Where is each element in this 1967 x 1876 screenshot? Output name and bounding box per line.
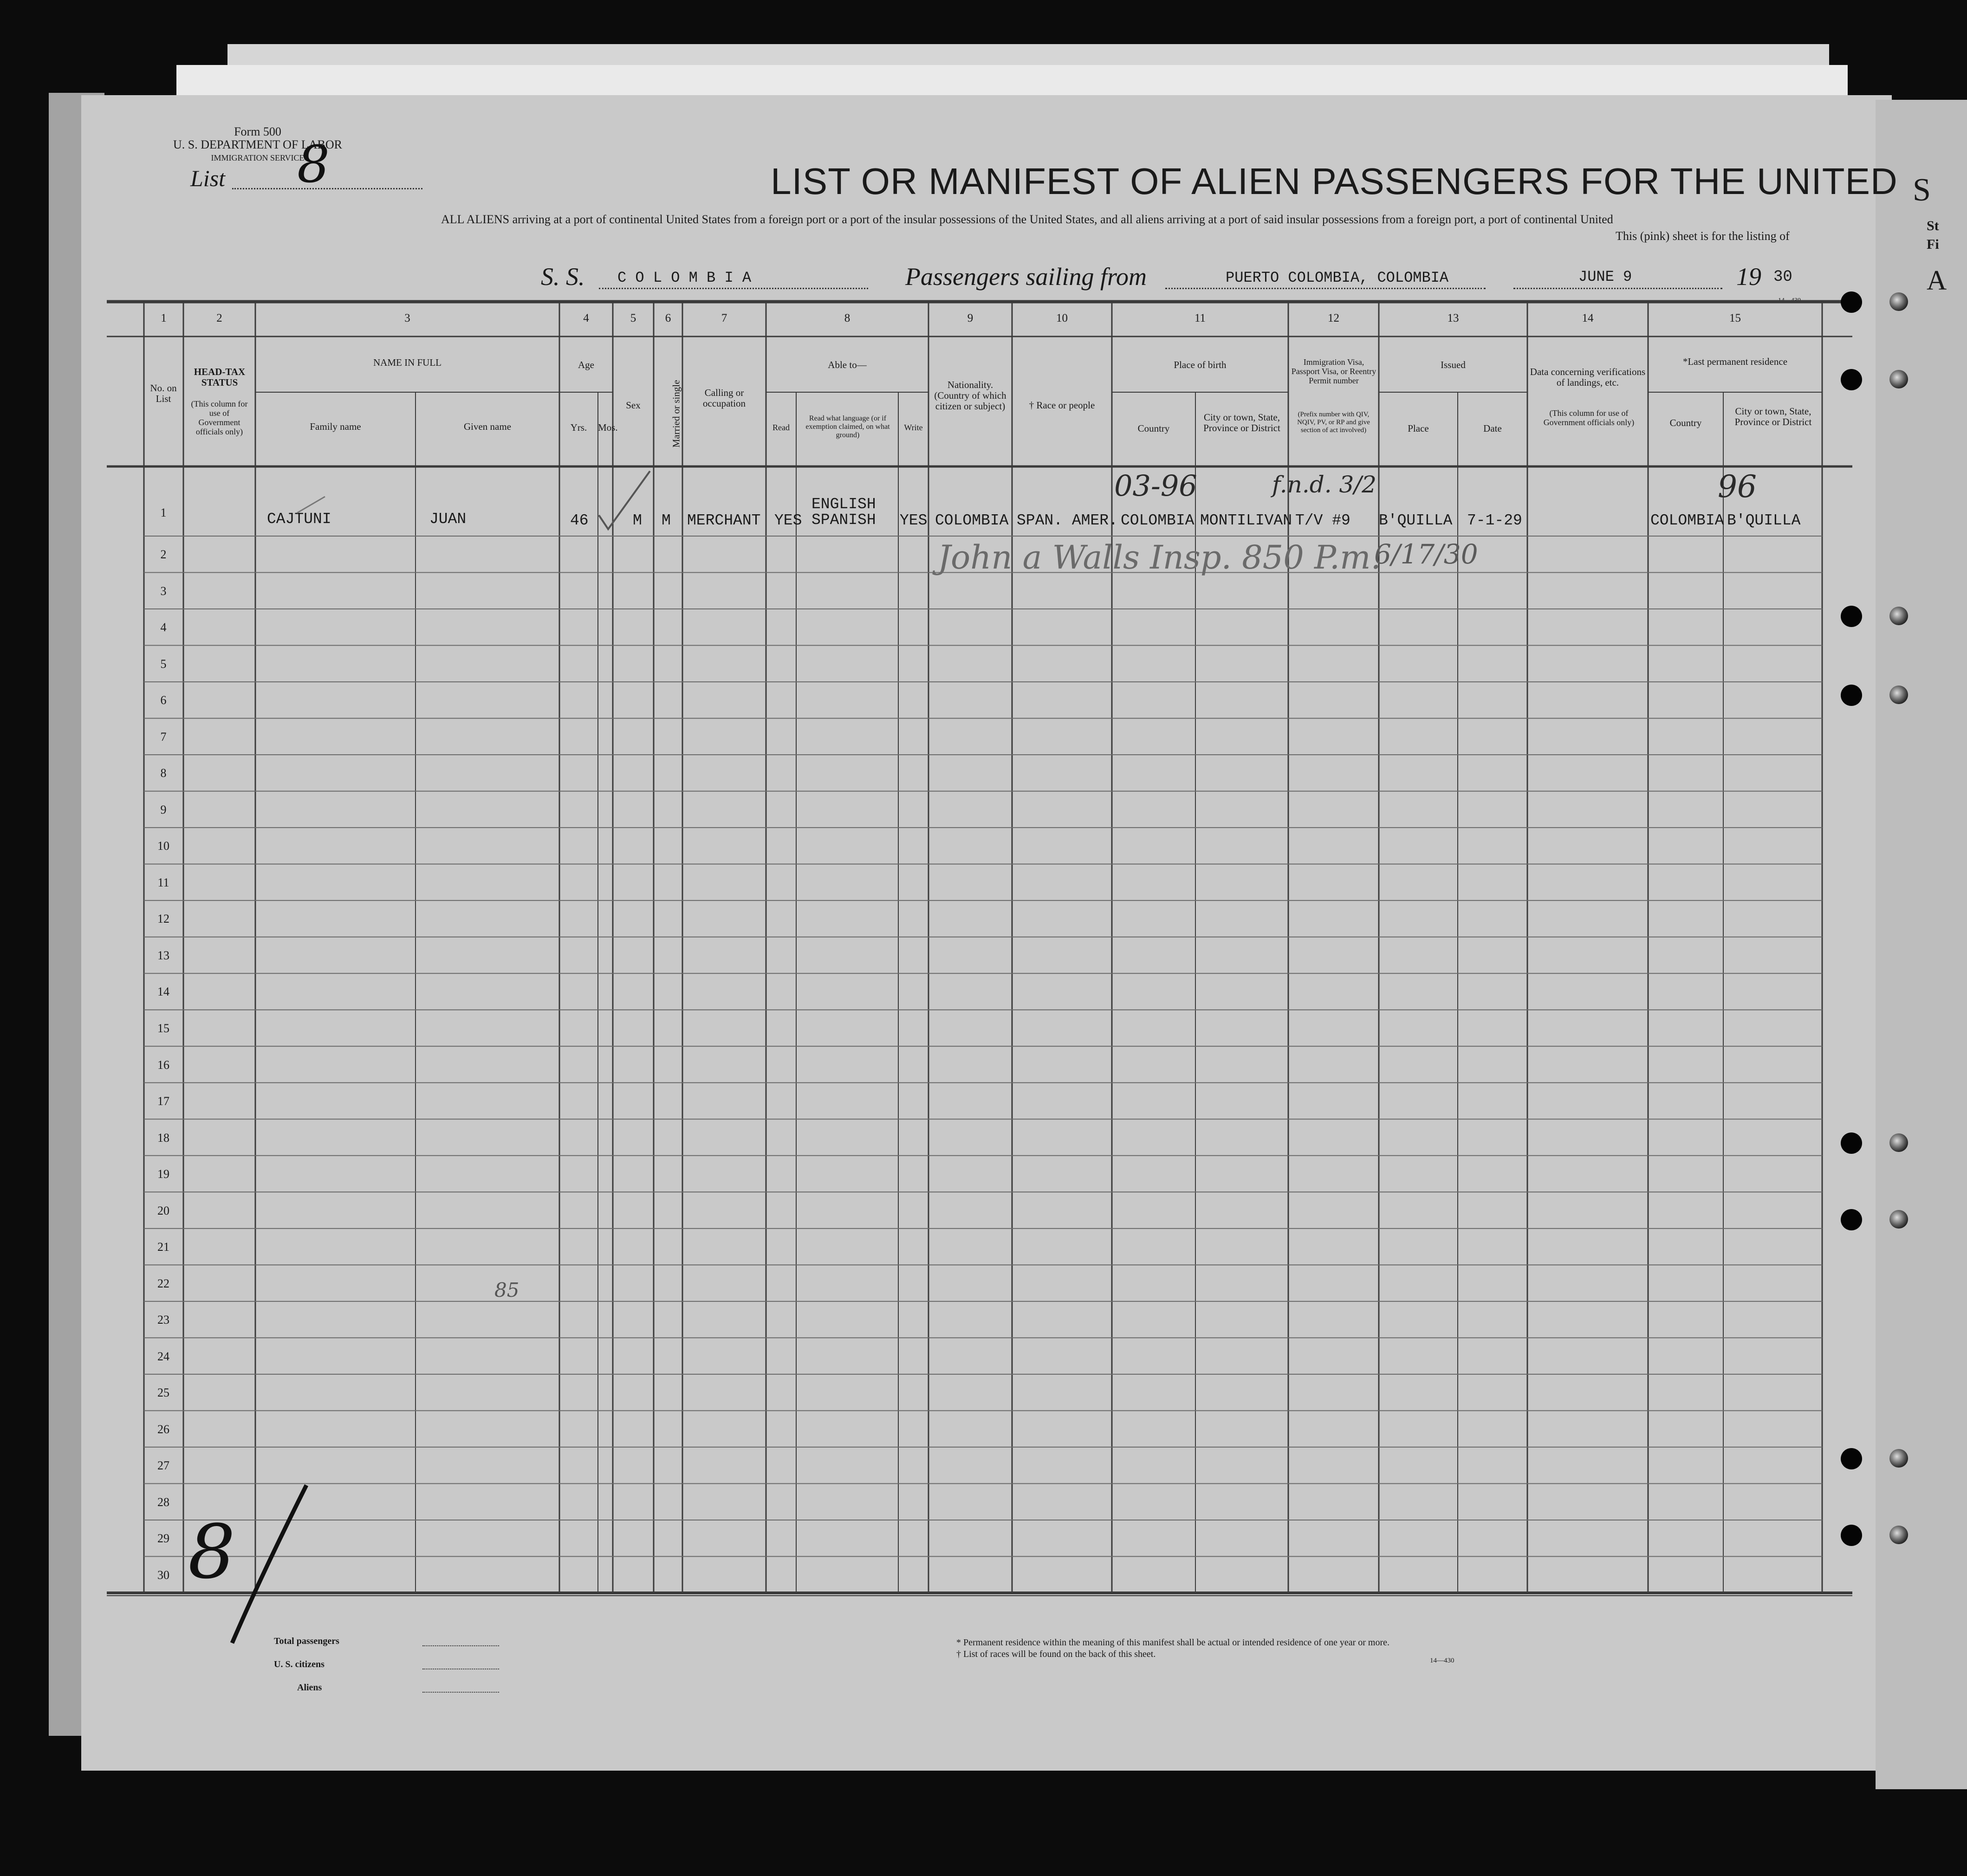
passenger-language-1: ENGLISH [811,496,876,513]
binder-rivet [1889,607,1908,625]
row-number: 8 [160,766,167,780]
column-number: 11 [1194,312,1206,324]
passenger-issued-place: B'QUILLA [1379,512,1453,529]
passenger-sex: M [633,512,642,529]
binder-rivet [1889,686,1908,704]
row-number: 17 [157,1094,169,1108]
column-number: 7 [721,312,727,324]
row-number: 24 [157,1349,169,1363]
ship-name: C O L O M B I A [617,269,752,286]
header-issued-place: Place [1408,423,1429,434]
passenger-family-name: CAJTUNI [267,511,331,528]
passenger-visa: T/V #9 [1295,512,1350,529]
row-number: 29 [157,1532,169,1546]
column-number: 14 [1582,312,1594,324]
passenger-language-2: SPANISH [811,511,876,529]
column-number: 13 [1447,312,1459,324]
row-number: 10 [157,839,169,853]
column-number: 8 [844,312,850,324]
footer-note-races: † List of races will be found on the back of this sheet. [956,1649,1156,1659]
year-suffix: 30 [1773,268,1792,286]
header-visa-note: (Prefix number with QIV, NQIV, PV, or RP and give section of act involved) [1297,411,1370,434]
column-number: 12 [1328,312,1339,324]
row-number: 23 [157,1313,169,1327]
column-number: 6 [665,312,671,324]
form-subtitle: ALL ALIENS arriving at a port of continental United States from a foreign port or a port of the insular possessions of the United States, and all aliens arriving at a port of said insular possessions from a foreign port, a port of continental United [441,213,1613,226]
header-calling: Calling or occupation [702,387,746,409]
header-pob-country: Country [1137,423,1170,434]
row-number: 21 [157,1240,169,1254]
column-number: 3 [404,312,410,324]
inspection-date: 6/17/30 [1374,538,1478,570]
header-lr-country: Country [1669,417,1702,428]
row-number: 11 [157,875,169,889]
form-subtitle-2: This (pink) sheet is for the listing of [1616,229,1790,243]
row-number: 13 [157,948,169,962]
column-number: 9 [967,312,974,324]
row-number: 16 [157,1058,169,1072]
sailing-date: JUNE 9 [1578,268,1632,285]
column-number: 5 [630,312,636,324]
row-number: 6 [160,693,167,707]
passenger-residence-country: COLOMBIA [1650,512,1724,529]
column-number: 2 [216,312,222,324]
row-number: 20 [157,1203,169,1217]
passenger-race: SPAN. AMER. [1017,512,1118,529]
passenger-marital: M [662,512,671,529]
passenger-occupation: MERCHANT [687,512,761,529]
column-number: 1 [161,312,167,324]
inspector-signature: John a Walls Insp. 850 P.m. [938,538,1381,576]
header-age: Age [578,359,594,370]
row-number: 4 [160,621,167,634]
passenger-age-yrs: 46 [570,512,589,529]
header-nationality: Nationality. (Country of which citizen or subject) [934,379,1006,412]
header-visa: Immigration Visa, Passport Visa, or Reentry Permit number [1291,357,1376,385]
aliens-line [422,1692,499,1693]
passenger-birth-city: MONTILIVAN [1200,512,1292,529]
header-place-of-birth: Place of birth [1174,359,1227,370]
row-number: 14 [157,985,169,999]
row-number: 9 [160,802,167,816]
header-lr-city: City or town, State, Province or District [1734,406,1812,427]
row-number: 7 [160,730,167,744]
passenger-write: YES [900,512,928,529]
row-number: 15 [157,1021,169,1035]
footer-print-code: 14—430 [1430,1657,1454,1664]
passenger-given-name: JUAN [429,511,467,528]
handwritten-mark: 85 [494,1279,519,1301]
binder-hole [1841,1525,1862,1546]
header-no-on-list: No. on List [150,382,177,404]
header-read: Read [773,423,790,432]
row-number: 1 [160,506,167,519]
handwritten-row-mark: 8 [188,1508,235,1595]
header-head-tax: HEAD-TAX STATUS [194,366,246,388]
adjacent-sheet-letter: St [1927,218,1939,233]
binder-hole [1841,685,1862,706]
row-number: 3 [160,584,167,598]
header-sex: Sex [626,400,641,411]
sailing-label: Passengers sailing from [905,263,1147,291]
header-head-tax-note: (This column for use of Government officials only) [191,399,248,436]
header-family-name: Family name [310,421,361,432]
header-data-note: (This column for use of Government officials only) [1543,408,1635,427]
form-title: LIST OR MANIFEST OF ALIEN PASSENGERS FOR THE UNITED [771,161,1898,202]
list-number: 8 [297,135,330,194]
binder-hole [1841,291,1862,313]
total-passengers-line [422,1645,499,1646]
adjacent-sheet-letter: Fi [1927,237,1939,252]
header-able-to: Able to— [828,359,867,370]
row-number: 30 [157,1568,169,1582]
row-number: 26 [157,1422,169,1436]
binder-rivet [1889,370,1908,388]
row-number: 25 [157,1386,169,1400]
row-number: 28 [157,1495,169,1509]
row-number: 12 [157,912,169,926]
header-pob-city: City or town, State, Province or District [1203,412,1280,433]
binder-hole [1841,369,1862,390]
list-label: List [190,165,226,191]
service-name: IMMIGRATION SERVICE [211,153,305,162]
binder-rivet [1889,292,1908,311]
check-mark [599,471,650,529]
handwritten-code: 96 [1718,469,1757,505]
header-issued-date: Date [1483,423,1502,434]
passenger-issued-date: 7-1-29 [1467,512,1522,529]
binder-hole [1841,606,1862,627]
print-code: 14—430 [1778,297,1801,304]
row-number: 18 [157,1131,169,1145]
footer-total-passengers: Total passengers [274,1636,339,1646]
column-number: 15 [1729,312,1741,324]
binder-hole [1841,1132,1862,1154]
header-issued: Issued [1441,359,1466,370]
footer-us-citizens: U. S. citizens [274,1659,325,1669]
header-age-yrs: Yrs. [570,422,587,433]
header-name-in-full: NAME IN FULL [373,357,441,368]
department-name: U. S. DEPARTMENT OF LABOR [173,138,342,151]
form-number: Form 500 [234,125,281,138]
passenger-nationality: COLOMBIA [935,512,1009,529]
slash-mark [232,1485,306,1643]
passenger-residence-city: B'QUILLA [1727,512,1801,529]
row-number: 22 [157,1276,169,1290]
tick-mark [297,497,325,513]
binder-rivet [1889,1210,1908,1229]
row-number: 19 [157,1167,169,1181]
header-read-language: Read what language (or if exemption claimed, on what ground) [805,414,890,439]
row-number: 5 [160,657,167,671]
row-number: 2 [160,548,167,562]
year-prefix: 19 [1736,263,1761,291]
header-write: Write [904,423,923,432]
binder-rivet [1889,1133,1908,1152]
handwritten-code: 03-96 [1114,469,1197,503]
binder-rivet [1889,1449,1908,1468]
header-given-name: Given name [463,421,512,432]
ss-label: S. S. [541,263,585,291]
column-number: 10 [1056,312,1068,324]
row-number: 27 [157,1459,169,1473]
header-data-concerning: Data concerning verifications of landings, etc. [1530,366,1646,388]
adjacent-sheet-letter: A [1927,265,1947,296]
binder-rivet [1889,1526,1908,1544]
footer-aliens: Aliens [297,1682,322,1693]
port-of-departure: PUERTO COLOMBIA, COLOMBIA [1226,269,1449,286]
adjacent-sheet-letter: S [1913,172,1931,208]
column-number: 4 [583,312,589,324]
header-last-residence: *Last permanent residence [1682,356,1788,367]
binder-hole [1841,1448,1862,1469]
binder-hole [1841,1209,1862,1230]
passenger-birth-country: COLOMBIA [1121,512,1194,529]
handwritten-code: f.n.d. 3/2 [1272,471,1376,498]
passenger-read: YES [774,512,802,529]
footer-note-permanent-residence: * Permanent residence within the meaning of this manifest shall be actual or intended residence of one year or more. [956,1637,1390,1648]
header-race: † Race or people [1029,400,1095,411]
header-age-mos: Mos. [598,422,618,433]
header-married: Married or single [670,380,682,448]
